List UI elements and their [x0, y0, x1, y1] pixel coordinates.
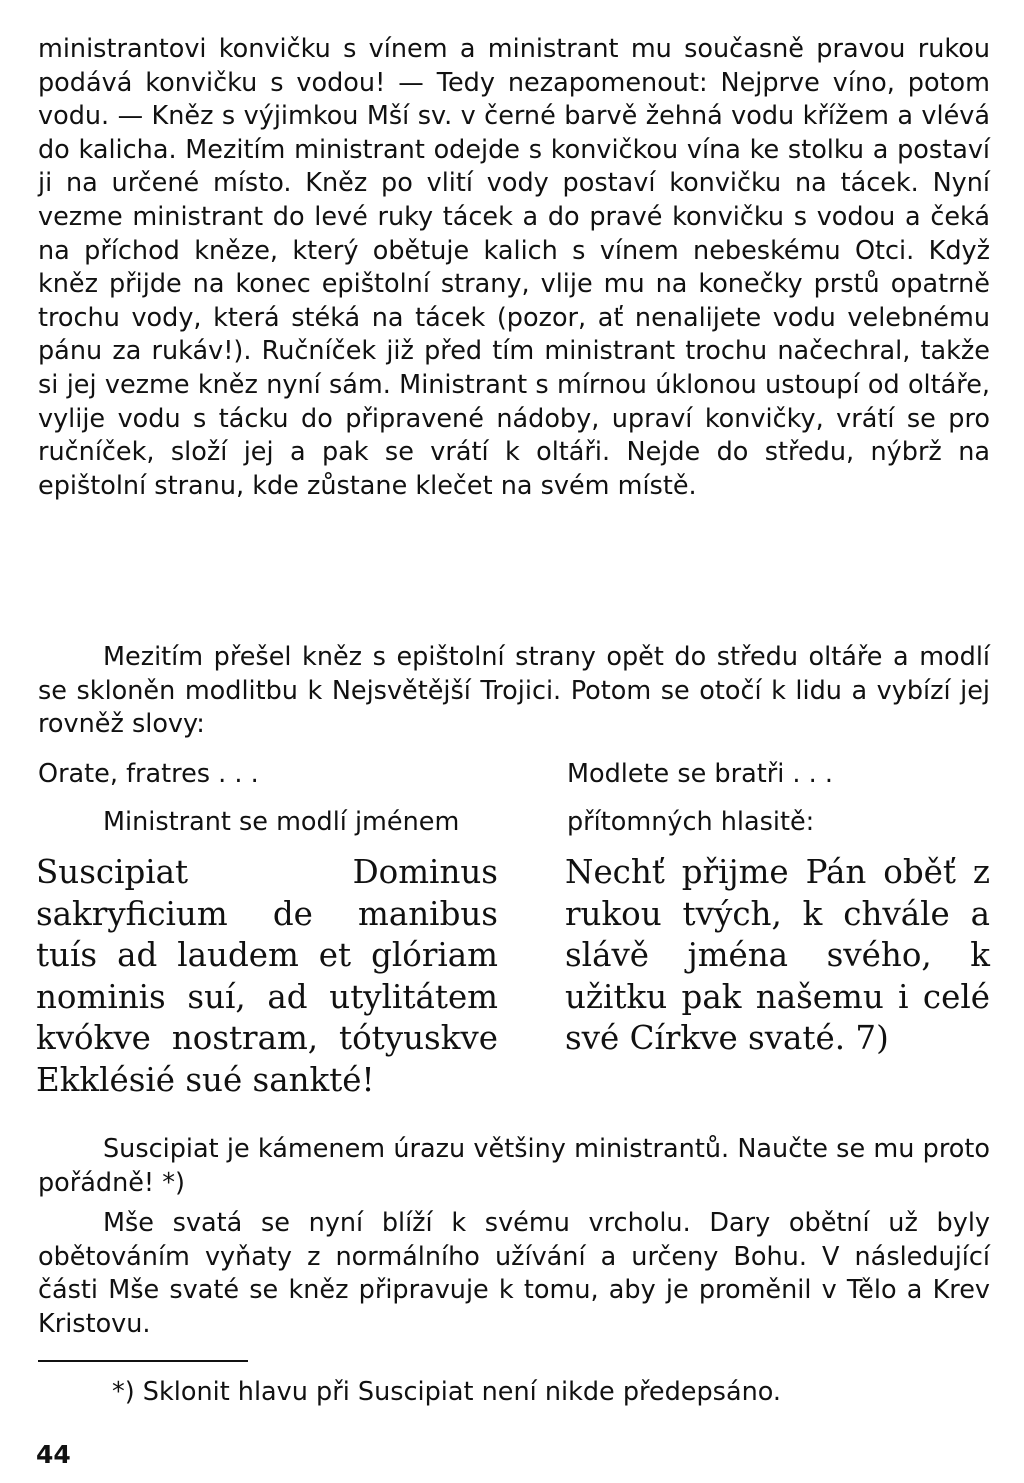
suscipiat-czech: Nechť přijme Pán oběť z rukou tvých, k chvále a slávě jména svého, k užitku pak našemu i celé své Církve svaté. 7): [565, 853, 990, 1058]
footnote: *) Sklonit hlavu při Suscipiat není nikde předepsáno.: [112, 1377, 782, 1407]
suscipiat-latin: Suscipiat Dominus sakryficium de manibus tuís ad laudem et glóriam nominis suí, ad utylitátem kvókve nostram, tótyuskve Ekklésié sué sankté!: [36, 853, 498, 1099]
page-number: 44: [36, 1440, 71, 1469]
paragraph-suscipiat-note: Suscipiat je kámenem úrazu většiny ministrantů. Naučte se mu proto pořádně! *): [38, 1134, 990, 1198]
orate-czech: Modlete se bratři . . .: [567, 759, 833, 789]
orate-latin: Orate, fratres . . .: [38, 759, 259, 789]
footnote-reference-7: 7): [855, 1019, 889, 1058]
paragraph-ministrant-duties: ministrantovi konvičku s vínem a ministrant mu současně pravou rukou podává konvičku s vodou! — Tedy nezapomenout: Nejprve víno, potom vodu. — Kněz s výjimkou Mší sv. v černé barvě žehná vodu křížem a vlévá do kalicha. Mezitím ministrant odejde s konvičkou vína ke stolku a postaví ji na určené místo. Kněz po vlití vody postaví konvičku na tácek. Nyní vezme ministrant do levé ruky tácek a do pravé konvičku s vodou a čeká na příchod kněze, který obětuje kalich s vínem nebeskému Otci. Když kněz přijde na konec epištolní strany, vlije mu na konečky prstů opatrně trochu vody, která stéká na tácek (pozor, ať nenalijete vodu velebnému pánu za rukáv!). Ručníček již před tím ministrant trochu načechral, takže si jej vezme kněz nyní sám. Ministrant s mírnou úklonou ustoupí od oltáře, vylije vodu s tácku do připravené nádoby, upraví konvičky, vrátí se pro ručníček, složí jej a pak se vrátí k oltáři. Nejde do středu, nýbrž na epištolní stranu, kde zůstane klečet na svém místě.: [38, 34, 990, 501]
ministrant-prayer-intro-continued: přítomných hlasitě:: [567, 807, 815, 837]
paragraph-trinity-prayer: Mezitím přešel kněz s epištolní strany opět do středu oltáře a modlí se skloněn modlitbu k Nejsvětější Trojici. Potom se otočí k lidu a vybízí jej rovněž slovy:: [38, 642, 990, 740]
paragraph-mass-climax: Mše svatá se nyní blíží k svému vrcholu. Dary obětní už byly obětováním vyňaty z normálního užívání a určeny Bohu. V následující části Mše svaté se kněz připravuje k tomu, aby je proměnil v Tělo a Krev Kristovu.: [38, 1208, 990, 1339]
ministrant-prayer-intro: Ministrant se modlí jménem: [103, 807, 460, 837]
footnote-divider: [38, 1360, 248, 1362]
